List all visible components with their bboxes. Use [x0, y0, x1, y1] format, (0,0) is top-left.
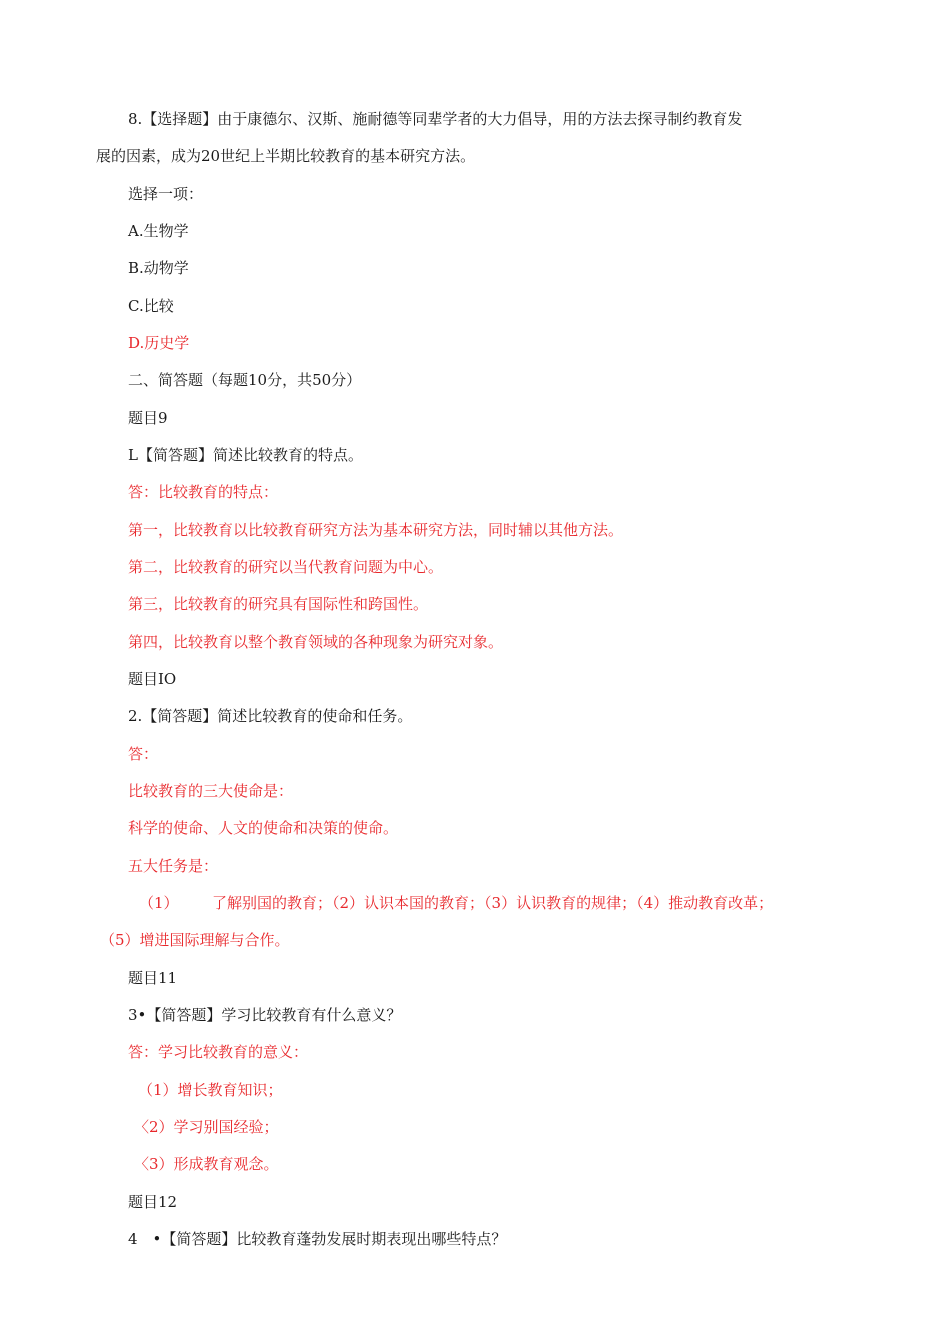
q11-label: 题目11	[128, 969, 178, 987]
q10-label: 题目IO	[128, 670, 177, 688]
q8-option-c: C.比较	[128, 297, 174, 315]
q9-answer-line: 第一，比较教育以比较教育研究方法为基本研究方法，同时辅以其他方法。	[128, 521, 624, 539]
q9-question: L【简答题】简述比较教育的特点。	[128, 446, 363, 464]
q11-answer-line: 〈3）形成教育观念。	[134, 1155, 279, 1173]
q9-answer-line: 答：比较教育的特点：	[128, 483, 279, 501]
q12-label: 题目12	[128, 1193, 178, 1211]
q8-option-a: A.生物学	[128, 222, 189, 240]
q8-option-b: B.动物学	[128, 259, 189, 277]
q10-answer-line: 比较教育的三大使命是：	[128, 782, 294, 800]
q8-prompt: 选择一项：	[128, 185, 204, 203]
q10-question: 2.【简答题】简述比较教育的使命和任务。	[128, 707, 413, 725]
q10-answer-line: 科学的使命、人文的使命和决策的使命。	[128, 819, 399, 837]
q10-tasks-number: （1）	[139, 894, 179, 912]
q9-answer-line: 第二，比较教育的研究以当代教育问题为中心。	[128, 558, 444, 576]
q12-question: 4 •【简答题】比较教育蓬勃发展时期表现出哪些特点？	[128, 1230, 507, 1248]
q10-answer-line: 五大任务是：	[128, 857, 219, 875]
q11-question: 3•【简答题】学习比较教育有什么意义？	[128, 1006, 402, 1024]
q9-answer-line: 第三，比较教育的研究具有国际性和跨国性。	[128, 595, 429, 613]
q11-answer-line: 答：学习比较教育的意义：	[128, 1043, 309, 1061]
q8-stem-line1: 8.【选择题】由于康德尔、汉斯、施耐德等同辈学者的大力倡导，用的方法去探寻制约教育发	[128, 110, 743, 128]
q11-answer-line: 〈2）学习别国经验；	[134, 1118, 279, 1136]
q10-answer-line: 答：	[128, 745, 159, 763]
q10-tasks-line1: 了解别国的教育；（2）认识本国的教育；（3）认识教育的规律；（4）推动教育改革；	[212, 894, 774, 912]
q8-stem-line2: 展的因素，成为20世纪上半期比较教育的基本研究方法。	[96, 147, 476, 165]
q9-label: 题目9	[128, 409, 168, 427]
q9-answer-line: 第四，比较教育以整个教育领域的各种现象为研究对象。	[128, 633, 504, 651]
section2-title: 二、简答题（每题10分，共50分）	[128, 371, 362, 389]
q11-answer-line: （1）增长教育知识；	[138, 1081, 283, 1099]
q8-option-d-answer: D.历史学	[128, 334, 190, 352]
q10-tasks-line2: （5）增进国际理解与合作。	[100, 931, 290, 949]
